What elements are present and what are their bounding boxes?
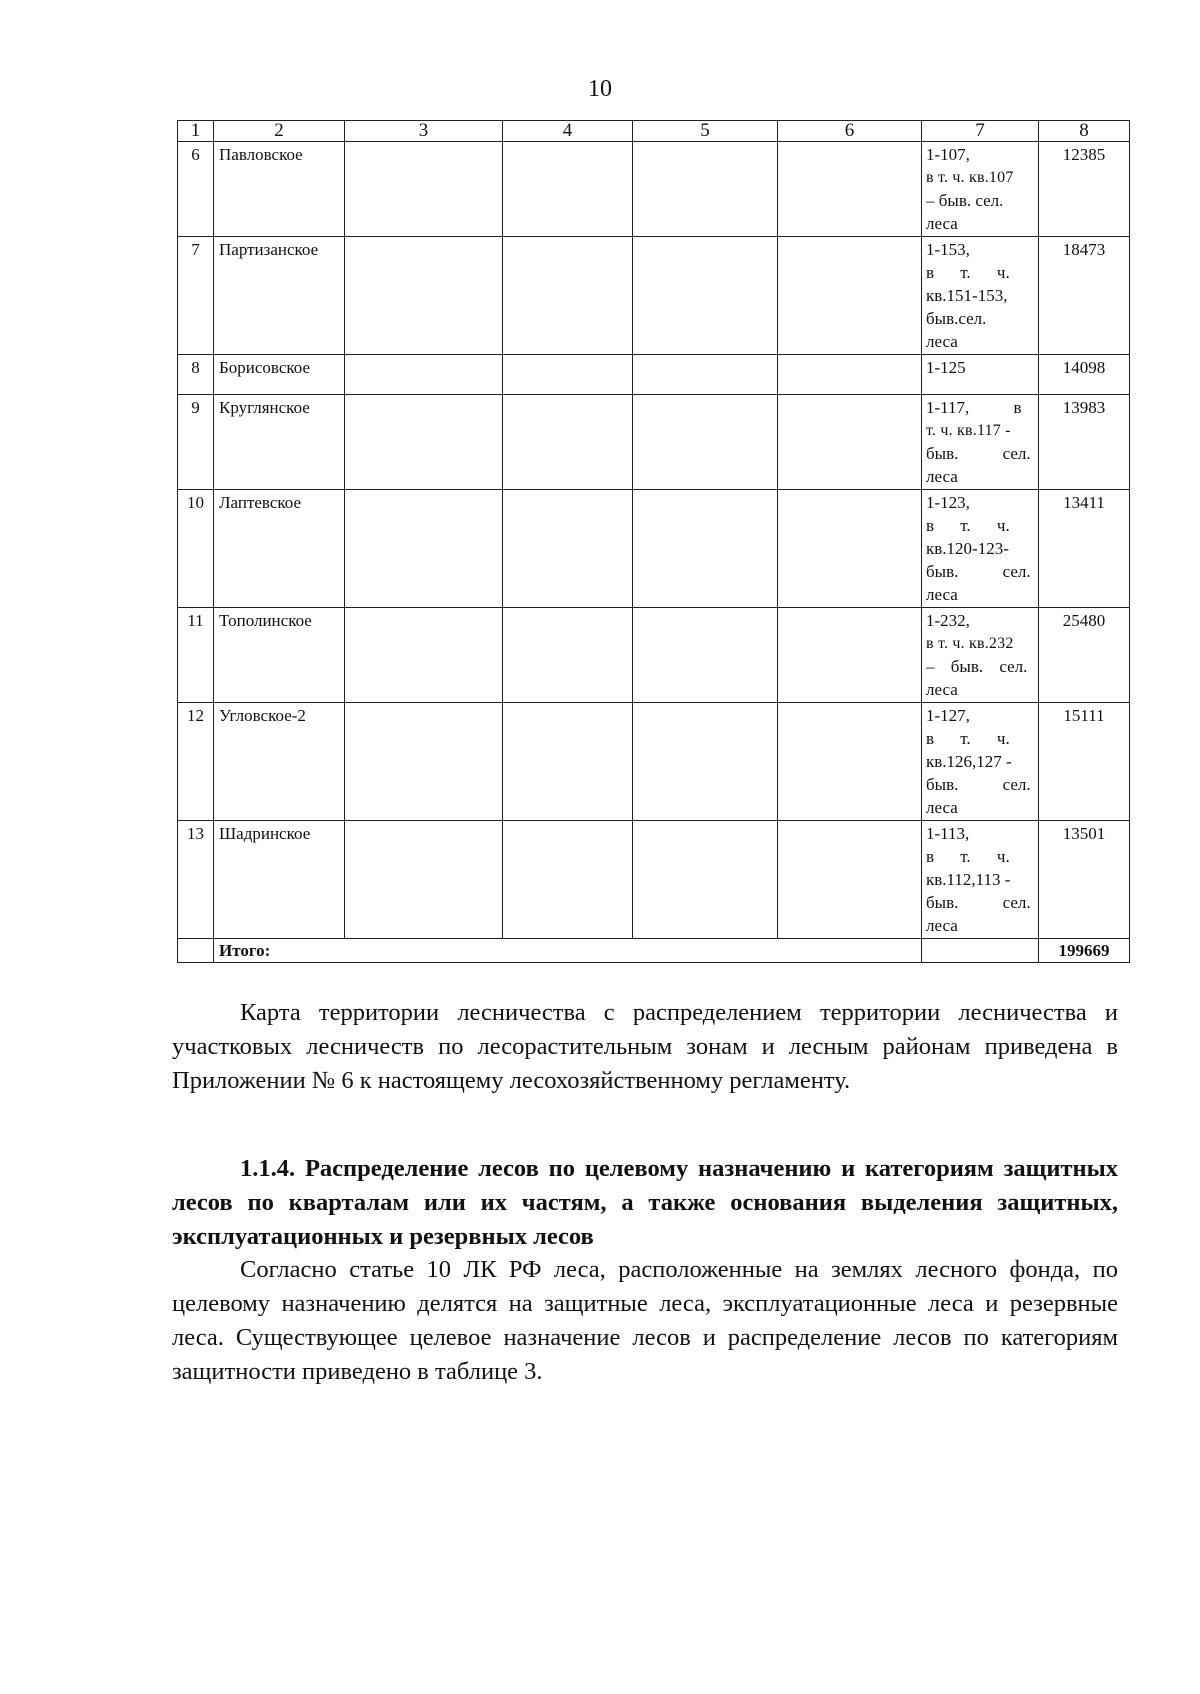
quarters-cell <box>922 608 1039 703</box>
section-heading: 1.1.4. Распределение лесов по целевому назначению и категориям защитных лесов по кварталам или их частям, а также основания выделения защитных, эксплуатационных и резервных лесов <box>172 1155 1118 1250</box>
column-header: 2 <box>214 121 345 142</box>
quarters-line: в т. ч. <box>926 729 1010 748</box>
forestry-name: Шадринское <box>214 821 345 939</box>
forestry-name: Борисовское <box>214 355 345 395</box>
table-row <box>178 821 1130 939</box>
empty-cell <box>345 608 503 703</box>
empty-cell <box>345 821 503 939</box>
column-header: 1 <box>178 121 214 142</box>
total-label: Итого: <box>214 939 922 963</box>
empty-cell <box>778 608 922 703</box>
quarters-line: 1-127, <box>926 706 970 725</box>
quarters-line: леса <box>926 680 958 699</box>
quarters-cell <box>922 490 1039 608</box>
empty-cell <box>503 608 633 703</box>
forestry-name: Тополинское <box>214 608 345 703</box>
area-cell: 18473 <box>1039 237 1130 355</box>
quarters-line: кв.151-153, <box>926 286 1008 305</box>
empty-cell <box>633 490 778 608</box>
quarters-line: 1-113, <box>926 824 970 843</box>
empty-cell <box>503 142 633 237</box>
quarters-line: леса <box>926 916 958 935</box>
empty-cell <box>633 142 778 237</box>
column-header: 5 <box>633 121 778 142</box>
quarters-line: в т. ч. <box>926 847 1010 866</box>
quarters-line: 1-117, в <box>926 398 1022 417</box>
area-cell: 12385 <box>1039 142 1130 237</box>
quarters-line: в т. ч. кв.107 <box>926 169 1014 186</box>
column-header: 8 <box>1039 121 1130 142</box>
row-number: 9 <box>178 395 214 490</box>
area-cell: 13411 <box>1039 490 1130 608</box>
empty-cell <box>503 703 633 821</box>
quarters-line: быв.сел. <box>926 309 987 328</box>
quarters-cell <box>922 821 1039 939</box>
row-number: 7 <box>178 237 214 355</box>
quarters-line: кв.126,127 - <box>926 752 1012 771</box>
forestry-name: Лаптевское <box>214 490 345 608</box>
column-header: 3 <box>345 121 503 142</box>
area-cell: 25480 <box>1039 608 1130 703</box>
table-row <box>178 703 1130 821</box>
quarters-line: быв. сел. <box>926 562 1031 581</box>
table-row <box>178 608 1130 703</box>
quarters-line: быв. сел. <box>926 444 1031 463</box>
empty-cell <box>178 939 214 963</box>
quarters-cell <box>922 237 1039 355</box>
empty-cell <box>778 142 922 237</box>
quarters-line: т. ч. кв.117 - <box>926 422 1011 439</box>
quarters-line: леса <box>926 467 958 486</box>
empty-cell <box>778 703 922 821</box>
table-row <box>178 395 1130 490</box>
empty-cell <box>345 355 503 395</box>
total-area: 199669 <box>1039 939 1130 963</box>
empty-cell <box>345 703 503 821</box>
column-header: 6 <box>778 121 922 142</box>
empty-cell <box>922 939 1039 963</box>
quarters-line: быв. сел. <box>926 893 1031 912</box>
quarters-line: 1-107, <box>926 145 970 164</box>
quarters-line: леса <box>926 798 958 817</box>
purpose-paragraph: Согласно статье 10 ЛК РФ леса, расположенные на землях лесного фонда, по целевому назначению делятся на защитные леса, эксплуатационные леса и резервные леса. Существующее целевое назначение лесов и распределение лесов по категориям защитности приведено в таблице 3. <box>172 1256 1118 1385</box>
table-header-row <box>178 121 1130 142</box>
empty-cell <box>778 821 922 939</box>
quarters-cell <box>922 395 1039 490</box>
quarters-line: быв. сел. <box>926 775 1031 794</box>
empty-cell <box>503 355 633 395</box>
table-row <box>178 142 1130 237</box>
empty-cell <box>778 395 922 490</box>
row-number: 11 <box>178 608 214 703</box>
empty-cell <box>345 490 503 608</box>
empty-cell <box>503 395 633 490</box>
table-row <box>178 490 1130 608</box>
quarters-line: в т. ч. <box>926 516 1010 535</box>
page-number: 10 <box>588 76 612 102</box>
row-number: 12 <box>178 703 214 821</box>
empty-cell <box>633 608 778 703</box>
row-number: 13 <box>178 821 214 939</box>
empty-cell <box>503 821 633 939</box>
forestry-name: Партизанское <box>214 237 345 355</box>
forestry-name: Павловское <box>214 142 345 237</box>
quarters-line: леса <box>926 585 958 604</box>
quarters-line: в т. ч. <box>926 263 1010 282</box>
area-cell: 13501 <box>1039 821 1130 939</box>
empty-cell <box>778 490 922 608</box>
quarters-line: – быв. сел. <box>926 657 1028 676</box>
area-cell: 15111 <box>1039 703 1130 821</box>
empty-cell <box>778 355 922 395</box>
quarters-line: леса <box>926 332 958 351</box>
column-header: 7 <box>922 121 1039 142</box>
quarters-line: 1-125 <box>926 358 966 377</box>
quarters-cell <box>922 355 1039 395</box>
empty-cell <box>503 490 633 608</box>
table-row <box>178 237 1130 355</box>
forestry-name: Угловское-2 <box>214 703 345 821</box>
quarters-line: леса <box>926 214 958 233</box>
empty-cell <box>503 237 633 355</box>
area-cell: 14098 <box>1039 355 1130 395</box>
quarters-line: 1-123, <box>926 493 970 512</box>
forestry-table <box>177 120 1130 963</box>
empty-cell <box>778 237 922 355</box>
quarters-cell <box>922 142 1039 237</box>
forestry-name: Круглянское <box>214 395 345 490</box>
empty-cell <box>633 355 778 395</box>
quarters-line: – быв. сел. <box>926 191 1004 210</box>
quarters-line: 1-153, <box>926 240 970 259</box>
quarters-cell <box>922 703 1039 821</box>
quarters-line: в т. ч. кв.232 <box>926 635 1014 652</box>
quarters-line: кв.120-123- <box>926 539 1009 558</box>
empty-cell <box>633 395 778 490</box>
row-number: 10 <box>178 490 214 608</box>
map-paragraph: Карта территории лесничества с распределением территории лесничества и участковых лесничеств по лесорастительным зонам и лесным районам приведена в Приложении № 6 к настоящему лесохозяйственному регламенту. <box>172 999 1118 1094</box>
empty-cell <box>345 395 503 490</box>
empty-cell <box>345 237 503 355</box>
row-number: 8 <box>178 355 214 395</box>
area-cell: 13983 <box>1039 395 1130 490</box>
empty-cell <box>633 821 778 939</box>
quarters-line: 1-232, <box>926 611 970 630</box>
row-number: 6 <box>178 142 214 237</box>
column-header: 4 <box>503 121 633 142</box>
empty-cell <box>633 703 778 821</box>
empty-cell <box>345 142 503 237</box>
empty-cell <box>633 237 778 355</box>
quarters-line: кв.112,113 - <box>926 870 1011 889</box>
table-row <box>178 355 1130 395</box>
total-row <box>178 939 1130 963</box>
